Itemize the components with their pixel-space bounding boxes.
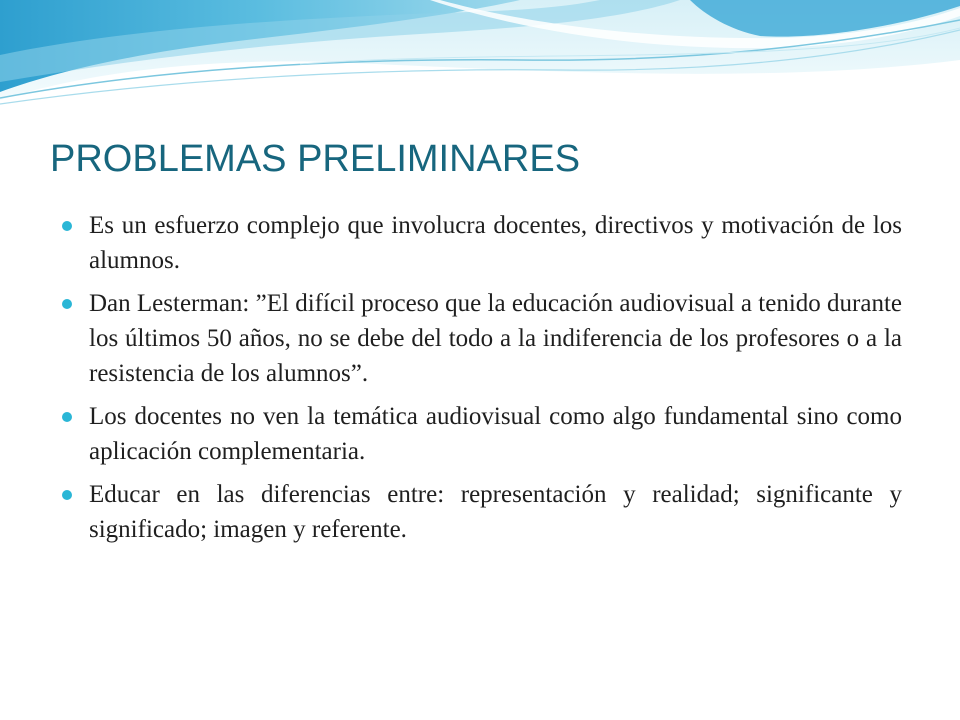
bullet-item (60, 477, 902, 547)
bullet-item (60, 399, 902, 469)
bullet-item (60, 208, 902, 278)
bullet-text: Dan Lesterman: ”El difícil proceso que la educación audiovisual a tenido durante los últimos 50 años, no se debe del todo a la indiferencia de los profesores o a la resistencia de los alumnos”. (89, 290, 902, 387)
bullet-dot-icon (62, 412, 72, 422)
bullet-text: Es un esfuerzo complejo que involucra docentes, directivos y motivación de los alumnos. (89, 212, 902, 274)
bullet-dot-icon (62, 299, 72, 309)
bullet-list (60, 208, 902, 555)
bullet-text: Los docentes no ven la temática audiovisual como algo fundamental sino como aplicación complementaria. (89, 403, 902, 465)
bullet-dot-icon (62, 221, 72, 231)
bullet-item (60, 286, 902, 391)
bullet-text: Educar en las diferencias entre: representación y realidad; significante y significado; imagen y referente. (89, 481, 902, 543)
bullet-dot-icon (62, 490, 72, 500)
slide-title: PROBLEMAS PRELIMINARES (50, 138, 581, 180)
wave-header-decoration (0, 0, 960, 120)
